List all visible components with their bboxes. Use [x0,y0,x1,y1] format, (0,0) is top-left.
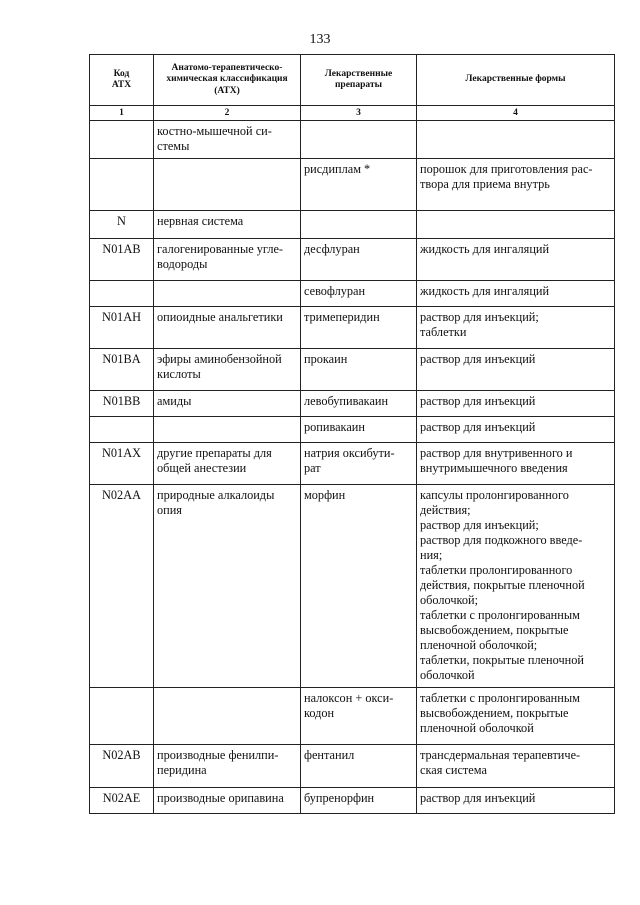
dosage-forms-cell: раствор для инъекций; таблетки [417,307,615,349]
table-row [90,443,615,485]
classification-cell: опиоидные анальгетики [154,307,301,349]
table-row [90,211,615,239]
classification-cell: производные орипавина [154,788,301,814]
atx-code-cell: N01BB [90,391,154,417]
atx-code-cell [90,417,154,443]
atx-code-cell: N02AB [90,745,154,788]
atx-code-cell [90,159,154,211]
classification-cell: костно-мышечной си- стемы [154,121,301,159]
drug-name-cell [301,121,417,159]
table-row [90,788,615,814]
drug-name-cell: тримеперидин [301,307,417,349]
atx-code-cell: N02AA [90,485,154,688]
drug-name-cell: натрия оксибути- рат [301,443,417,485]
table-row [90,349,615,391]
table-row [90,121,615,159]
dosage-forms-cell: порошок для приготовления рас- твора для приема внутрь [417,159,615,211]
dosage-forms-cell: раствор для внутривенного и внутримышечного введения [417,443,615,485]
drug-name-cell: ропивакаин [301,417,417,443]
classification-cell [154,159,301,211]
classification-cell: нервная система [154,211,301,239]
atx-code-cell [90,688,154,745]
column-number-row [90,106,615,121]
table-row [90,391,615,417]
table-header-row [90,55,615,106]
classification-cell: амиды [154,391,301,417]
classification-cell: другие препараты для общей анестезии [154,443,301,485]
dosage-forms-cell: жидкость для ингаляций [417,281,615,307]
drug-name-cell: левобупивакаин [301,391,417,417]
drug-name-cell: десфлуран [301,239,417,281]
table-row [90,688,615,745]
drug-name-cell: севофлуран [301,281,417,307]
table-row [90,239,615,281]
column-number: 2 [154,106,301,121]
header-forms: Лекарственные формы [417,55,615,106]
dosage-forms-cell [417,211,615,239]
table-row [90,745,615,788]
atx-code-cell: N01BA [90,349,154,391]
table-row [90,307,615,349]
classification-cell [154,417,301,443]
atx-code-cell [90,121,154,159]
table-row [90,159,615,211]
atx-code-cell: N01AX [90,443,154,485]
drug-name-cell: фентанил [301,745,417,788]
atx-drug-table [89,54,615,814]
drug-name-cell: бупренорфин [301,788,417,814]
dosage-forms-cell: таблетки с пролонгированным высвобождением, покрытые пленочной оболочкой [417,688,615,745]
classification-cell: галогенированные угле- водороды [154,239,301,281]
drug-name-cell: рисдиплам * [301,159,417,211]
classification-cell: производные фенилпи- перидина [154,745,301,788]
atx-code-cell: N [90,211,154,239]
classification-cell [154,281,301,307]
drug-name-cell: прокаин [301,349,417,391]
dosage-forms-cell [417,121,615,159]
table-row [90,417,615,443]
atx-code-cell [90,281,154,307]
drug-name-cell [301,211,417,239]
classification-cell: природные алкалоиды опия [154,485,301,688]
dosage-forms-cell: раствор для инъекций [417,391,615,417]
classification-cell [154,688,301,745]
dosage-forms-cell: раствор для инъекций [417,349,615,391]
atx-code-cell: N01AB [90,239,154,281]
page-number: 133 [309,32,331,47]
header-classification: Анатомо-терапевтическо- химическая классификация (АТХ) [154,55,301,106]
dosage-forms-cell: трансдермальная терапевтиче- ская система [417,745,615,788]
atx-code-cell: N01AH [90,307,154,349]
table-body [90,121,615,814]
atx-code-cell: N02AE [90,788,154,814]
drug-name-cell: морфин [301,485,417,688]
dosage-forms-cell: жидкость для ингаляций [417,239,615,281]
table-row [90,281,615,307]
column-number: 1 [90,106,154,121]
column-number: 3 [301,106,417,121]
table-row [90,485,615,688]
header-code: Код АТХ [90,55,154,106]
header-drugs: Лекарственные препараты [301,55,417,106]
dosage-forms-cell: раствор для инъекций [417,788,615,814]
dosage-forms-cell: раствор для инъекций [417,417,615,443]
drug-name-cell: налоксон + окси- кодон [301,688,417,745]
column-number: 4 [417,106,615,121]
classification-cell: эфиры аминобензойной кислоты [154,349,301,391]
dosage-forms-cell: капсулы пролонгированного действия; раствор для инъекций; раствор для подкожного введе- ния; таблетки пролонгированного действия, покрытые пленочной оболочкой; таблетки с пролонгированным высвобождением, покрытые пленочной оболочкой; таблетки, покрытые пленочной оболочкой [417,485,615,688]
